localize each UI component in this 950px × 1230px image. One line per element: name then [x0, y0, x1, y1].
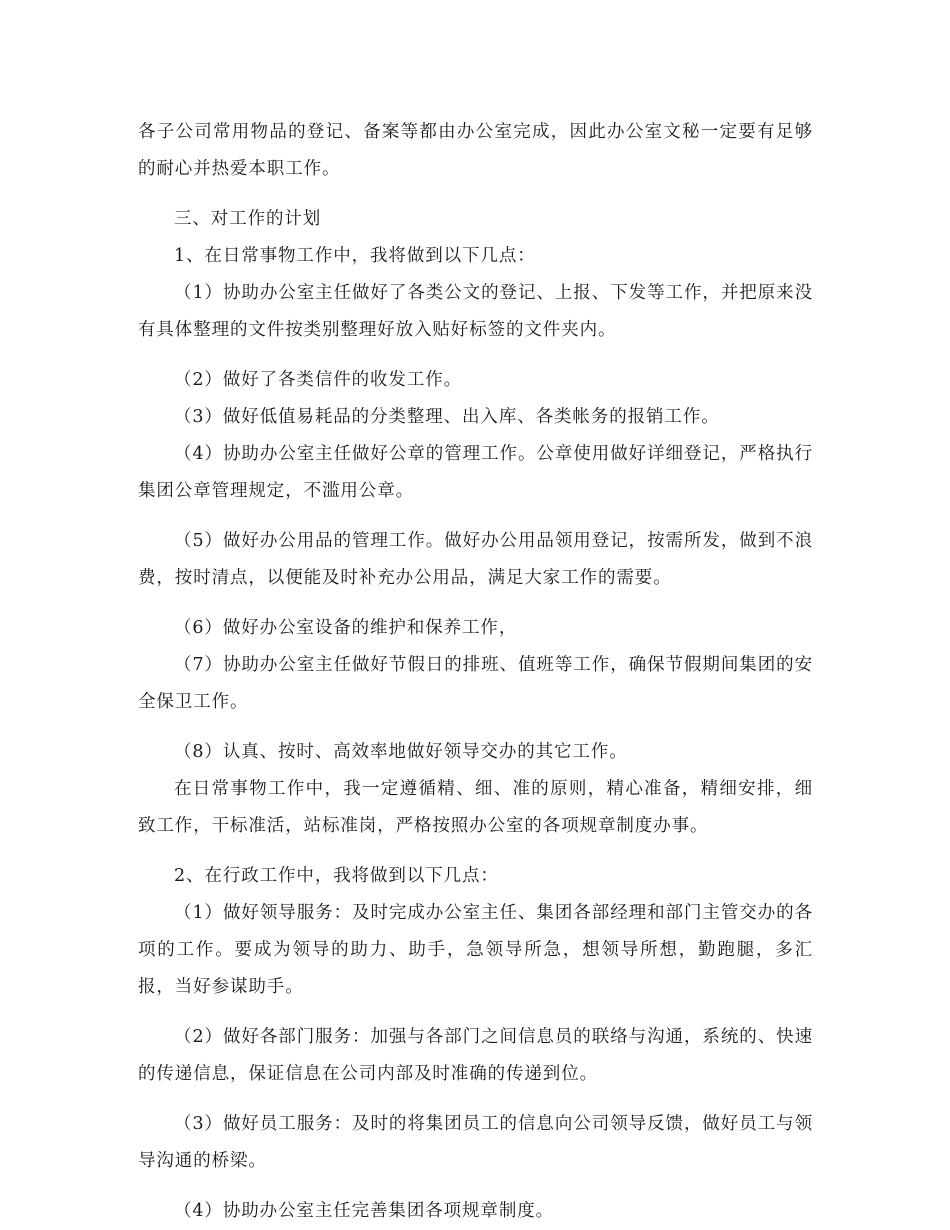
list-item-admin-3: （3）做好员工服务：及时的将集团员工的信息向公司领导反馈，做好员工与领导沟通的桥梁。	[138, 1114, 813, 1171]
subheading-daily-affairs: 1、在日常事物工作中，我将做到以下几点：	[174, 246, 536, 266]
list-item-admin-1: （1）做好领导服务：及时完成办公室主任、集团各部经理和部门主管交办的各项的工作。要成为领导的助力、助手，急领导所急，想领导所想，勤跑腿，多汇报，当好参谋助手。	[138, 903, 813, 997]
document-page	[138, 114, 813, 1230]
list-item-admin-2: （2）做好各部门服务：加强与各部门之间信息员的联络与沟通，系统的、快速的传递信息，保证信息在公司内部及时准确的传递到位。	[138, 1027, 813, 1084]
list-item-daily-1: （1）协助办公室主任做好了各类公文的登记、上报、下发等工作，并把原来没有具体整理的文件按类别整理好放入贴好标签的文件夹内。	[138, 283, 813, 340]
list-item-daily-5: （5）做好办公用品的管理工作。做好办公用品领用登记，按需所发，做到不浪费，按时清点，以便能及时补充办公用品，满足大家工作的需要。	[138, 531, 813, 588]
paragraph-intro-continuation: 各子公司常用物品的登记、备案等都由办公室完成，因此办公室文秘一定要有足够的耐心并热爱本职工作。	[138, 122, 813, 179]
paragraph-daily-summary: 在日常事物工作中，我一定遵循精、细、准的原则，精心准备，精细安排，细致工作，干标准活，站标准岗，严格按照办公室的各项规章制度办事。	[138, 779, 813, 836]
list-item-daily-8: （8）认真、按时、高效率地做好领导交办的其它工作。	[174, 742, 628, 762]
list-item-daily-3: （3）做好低值易耗品的分类整理、出入库、各类帐务的报销工作。	[174, 407, 720, 427]
list-item-daily-6: （6）做好办公室设备的维护和保养工作，	[174, 618, 518, 638]
list-item-daily-7: （7）协助办公室主任做好节假日的排班、值班等工作，确保节假期间集团的安全保卫工作。	[138, 655, 813, 712]
list-item-admin-4: （4）协助办公室主任完善集团各项规章制度。	[174, 1201, 555, 1221]
subheading-administrative-work: 2、在行政工作中，我将做到以下几点：	[174, 866, 499, 886]
list-item-daily-2: （2）做好了各类信件的收发工作。	[174, 370, 463, 390]
section-heading-work-plan: 三、对工作的计划	[174, 209, 322, 229]
list-item-daily-4: （4）协助办公室主任做好公章的管理工作。公章使用做好详细登记，严格执行集团公章管理规定，不滥用公章。	[138, 444, 813, 501]
